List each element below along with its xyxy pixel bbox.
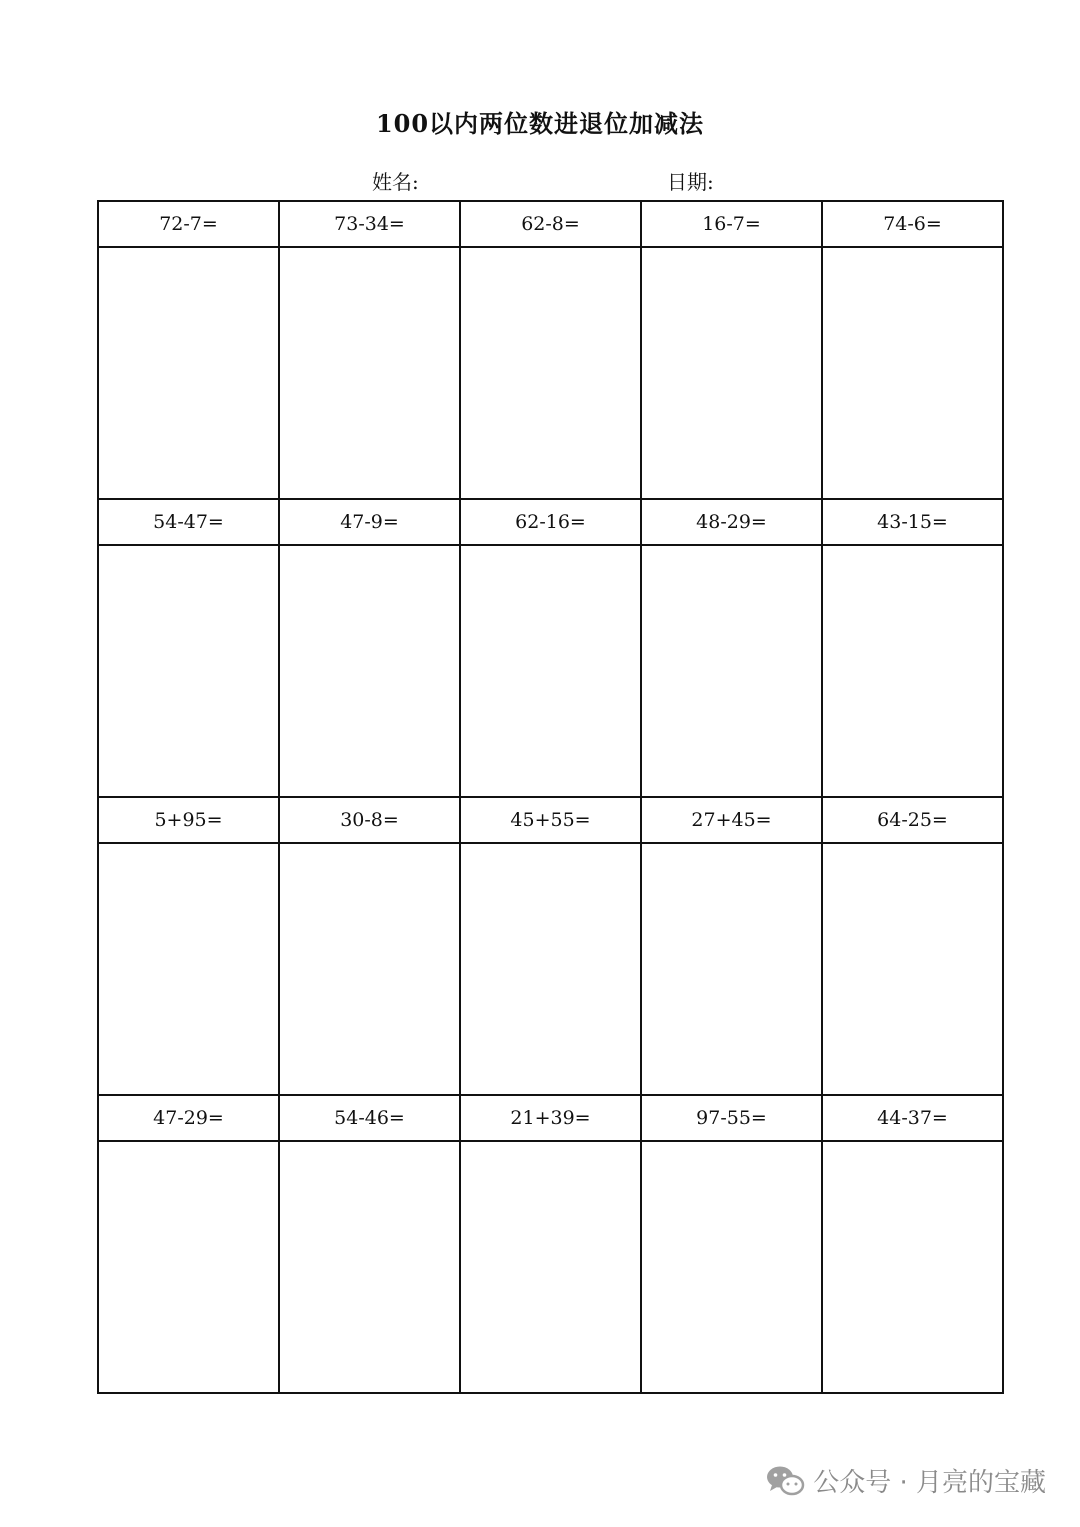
answer-box [98,247,279,499]
wechat-icon [765,1464,805,1498]
question-row [98,201,1003,247]
answer-row [98,247,1003,499]
answer-box [822,545,1003,797]
answer-row [98,545,1003,797]
question-row [98,499,1003,545]
answer-box [279,843,460,1095]
problem-cell: 97-55= [641,1095,822,1141]
question-row [98,797,1003,843]
answer-box [98,545,279,797]
problem-cell: 54-46= [279,1095,460,1141]
answer-box [98,843,279,1095]
problem-cell: 45+55= [460,797,641,843]
answer-box [98,1141,279,1393]
answer-box [641,545,822,797]
question-row [98,1095,1003,1141]
problem-cell: 16-7= [641,201,822,247]
problem-cell: 44-37= [822,1095,1003,1141]
answer-box [279,247,460,499]
watermark [765,1462,1046,1499]
problem-cell: 30-8= [279,797,460,843]
problem-cell: 62-16= [460,499,641,545]
problem-cell: 27+45= [641,797,822,843]
problem-cell: 47-9= [279,499,460,545]
problem-grid [97,200,1004,1394]
problem-cell: 48-29= [641,499,822,545]
watermark-text: 公众号 · 月亮的宝藏 [813,1468,1046,1498]
answer-box [822,247,1003,499]
answer-row [98,843,1003,1095]
problem-cell: 64-25= [822,797,1003,843]
answer-box [822,843,1003,1095]
date-field-label: 日期: [667,170,714,194]
problem-cell: 47-29= [98,1095,279,1141]
page-title: 100以内两位数进退位加减法 [375,109,705,138]
answer-box [822,1141,1003,1393]
problem-cell: 73-34= [279,201,460,247]
answer-row [98,1141,1003,1393]
name-field-label: 姓名: [372,170,419,194]
answer-box [279,1141,460,1393]
problem-cell: 54-47= [98,499,279,545]
answer-box [641,1141,822,1393]
answer-box [460,1141,641,1393]
problem-cell: 72-7= [98,201,279,247]
problem-cell: 43-15= [822,499,1003,545]
problem-cell: 5+95= [98,797,279,843]
problem-cell: 74-6= [822,201,1003,247]
problem-cell: 62-8= [460,201,641,247]
answer-box [460,843,641,1095]
answer-box [641,843,822,1095]
answer-box [460,545,641,797]
answer-box [641,247,822,499]
answer-box [460,247,641,499]
answer-box [279,545,460,797]
problem-cell: 21+39= [460,1095,641,1141]
